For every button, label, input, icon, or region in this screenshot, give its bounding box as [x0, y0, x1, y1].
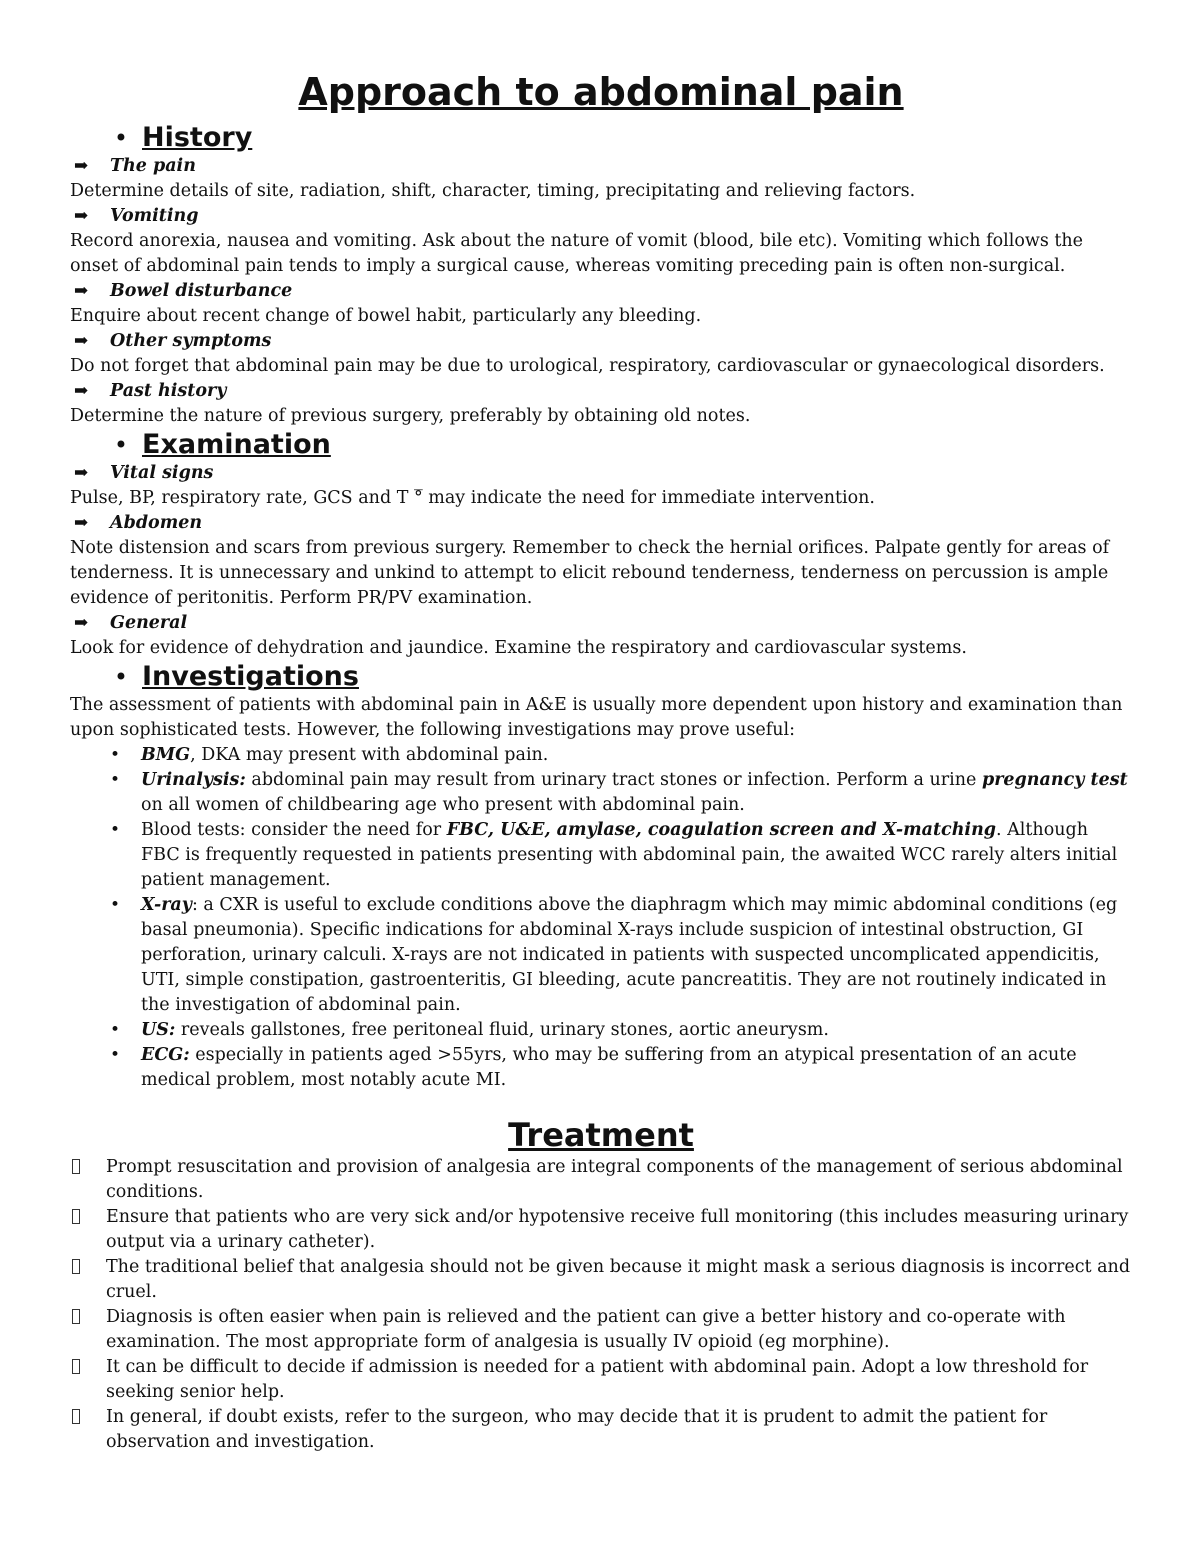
list-item-bmg	[70, 743, 1132, 768]
item-text: Ensure that patients who are very sick and/or hypotensive receive full monitoring (this includes measuring urinary output via a urinary catheter).	[106, 1207, 1129, 1253]
checkbox-glyph-icon	[70, 1405, 106, 1455]
history-item-other	[70, 329, 1132, 379]
treatment-item	[70, 1405, 1132, 1455]
paragraph: Determine details of site, radiation, shift, character, timing, precipitating and relieving factors.	[70, 180, 916, 201]
bullet-icon: •	[109, 1044, 120, 1065]
bullet-icon: •	[109, 744, 120, 765]
bullet-icon: •	[109, 1019, 120, 1040]
subheading: Vital signs	[110, 463, 214, 484]
item-text: Blood tests: consider the need for	[141, 819, 447, 840]
history-item-vomiting	[70, 204, 1132, 279]
exam-item-general	[70, 611, 1132, 661]
checkbox-glyph-icon	[70, 1355, 106, 1405]
checkbox-glyph-icon	[70, 1155, 106, 1205]
section-treatment-heading: Treatment	[508, 1115, 694, 1154]
paragraph: Note distension and scars from previous surgery. Remember to check the hernial orifices. Palpate gently for areas of tenderness. It is unnecessary and unkind to attempt to elicit rebound tenderness, tenderness on percussion is ample evidence of peritonitis. Perform PR/PV examination.	[70, 537, 1110, 608]
item-label: US:	[141, 1019, 176, 1040]
exam-item-abdomen	[70, 511, 1132, 611]
item-label: Urinalysis:	[141, 769, 246, 790]
arrow-icon: ➡	[74, 463, 89, 484]
bullet-icon: •	[113, 123, 128, 152]
arrow-icon: ➡	[74, 381, 89, 402]
item-text: abdominal pain may result from urinary tract stones or infection. Perform a urine	[245, 769, 982, 790]
treatment-item	[70, 1155, 1132, 1205]
bullet-icon: •	[113, 662, 128, 691]
subheading: Bowel disturbance	[110, 281, 293, 302]
item-text: : a CXR is useful to exclude conditions above the diaphragm which may mimic abdominal conditions (eg basal pneumonia). Specific indications for abdominal X-rays include suspicion of intestinal obstruction, GI perforation, urinary calculi. X-rays are not indicated in patients with suspected uncomplicated appendicitis, UTI, simple constipation, gastroenteritis, GI bleeding, acute pancreatitis. They are not routinely indicated in the investigation of abdominal pain.	[141, 894, 1118, 1015]
bullet-icon: •	[109, 894, 120, 915]
paragraph: Enquire about recent change of bowel habit, particularly any bleeding.	[70, 305, 702, 326]
treatment-item	[70, 1205, 1132, 1255]
item-text: Prompt resuscitation and provision of analgesia are integral components of the management of serious abdominal conditions.	[106, 1157, 1123, 1203]
item-text: Diagnosis is often easier when pain is relieved and the patient can give a better history and co-operate with examination. The most appropriate form of analgesia is usually IV opioid (eg morphine).	[106, 1307, 1066, 1353]
arrow-icon: ➡	[74, 613, 89, 634]
section-label: Investigations	[142, 661, 359, 693]
paragraph: Pulse, BP, respiratory rate, GCS and T °̅ may indicate the need for immediate intervention.	[70, 487, 875, 508]
paragraph: Do not forget that abdominal pain may be due to urological, respiratory, cardiovascular or gynaecological disorders.	[70, 355, 1105, 376]
item-label: ECG:	[141, 1044, 190, 1065]
subheading: Vomiting	[110, 206, 199, 227]
item-label: BMG	[141, 744, 191, 765]
item-text: It can be difficult to decide if admission is needed for a patient with abdominal pain. Adopt a low threshold for seeking senior help.	[106, 1357, 1089, 1403]
treatment-list	[70, 1155, 1132, 1455]
exam-item-vitals	[70, 461, 1132, 511]
section-investigations-heading	[70, 661, 1132, 693]
history-item-pain	[70, 154, 1132, 204]
list-item-us	[70, 1018, 1132, 1043]
arrow-icon: ➡	[74, 156, 89, 177]
item-text: The traditional belief that analgesia should not be given because it might mask a serious diagnosis is incorrect and cruel.	[106, 1257, 1131, 1303]
list-item-urinalysis	[70, 768, 1132, 818]
checkbox-glyph-icon	[70, 1255, 106, 1305]
item-text: . Although FBC is frequently requested in patients presenting with abdominal pain, the awaited WCC rarely alters initial patient management.	[141, 819, 1118, 890]
investigations-list	[70, 743, 1132, 1093]
list-item-xray	[70, 893, 1132, 1018]
history-item-past	[70, 379, 1132, 429]
item-text: on all women of childbearing age who present with abdominal pain.	[141, 794, 745, 815]
list-item-ecg	[70, 1043, 1132, 1093]
item-text: reveals gallstones, free peritoneal fluid, urinary stones, aortic aneurysm.	[175, 1019, 829, 1040]
paragraph: Determine the nature of previous surgery, preferably by obtaining old notes.	[70, 405, 751, 426]
section-history-heading	[70, 122, 1132, 154]
subheading: The pain	[110, 156, 196, 177]
bullet-icon: •	[113, 430, 128, 459]
checkbox-glyph-icon	[70, 1305, 106, 1355]
arrow-icon: ➡	[74, 206, 89, 227]
bullet-icon: •	[109, 769, 120, 790]
checkbox-glyph-icon	[70, 1205, 106, 1255]
arrow-icon: ➡	[74, 513, 89, 534]
document-page	[70, 70, 1132, 1455]
subheading: Other symptoms	[110, 331, 272, 352]
treatment-item	[70, 1305, 1132, 1355]
list-item-blood-tests	[70, 818, 1132, 893]
subheading: General	[110, 613, 188, 634]
bullet-icon: •	[109, 819, 120, 840]
item-text: In general, if doubt exists, refer to the surgeon, who may decide that it is prudent to admit the patient for observation and investigation.	[106, 1407, 1048, 1453]
section-examination-heading	[70, 429, 1132, 461]
subheading: Past history	[110, 381, 227, 402]
history-item-bowel	[70, 279, 1132, 329]
section-label: History	[142, 122, 253, 154]
paragraph: Record anorexia, nausea and vomiting. Ask about the nature of vomit (blood, bile etc). Vomiting which follows the onset of abdominal pain tends to imply a surgical cause, whereas vomiting preceding pain is often non-surgical.	[70, 230, 1084, 276]
subheading: Abdomen	[110, 513, 203, 534]
item-emphasis: FBC, U&E, amylase, coagulation screen and X-matching	[446, 819, 997, 840]
item-text: , DKA may present with abdominal pain.	[190, 744, 549, 765]
arrow-icon: ➡	[74, 331, 89, 352]
investigations-intro: The assessment of patients with abdominal pain in A&E is usually more dependent upon history and examination than upon sophisticated tests. However, the following investigations may prove useful:	[70, 694, 1123, 740]
treatment-item	[70, 1255, 1132, 1305]
arrow-icon: ➡	[74, 281, 89, 302]
section-label: Examination	[142, 429, 331, 461]
paragraph: Look for evidence of dehydration and jaundice. Examine the respiratory and cardiovascular systems.	[70, 637, 967, 658]
item-label: X-ray	[141, 894, 192, 915]
treatment-item	[70, 1355, 1132, 1405]
page-title: Approach to abdominal pain	[298, 70, 904, 114]
item-text: especially in patients aged >55yrs, who may be suffering from an atypical presentation of an acute medical problem, most notably acute MI.	[141, 1044, 1077, 1090]
item-emphasis: pregnancy test	[981, 769, 1128, 790]
